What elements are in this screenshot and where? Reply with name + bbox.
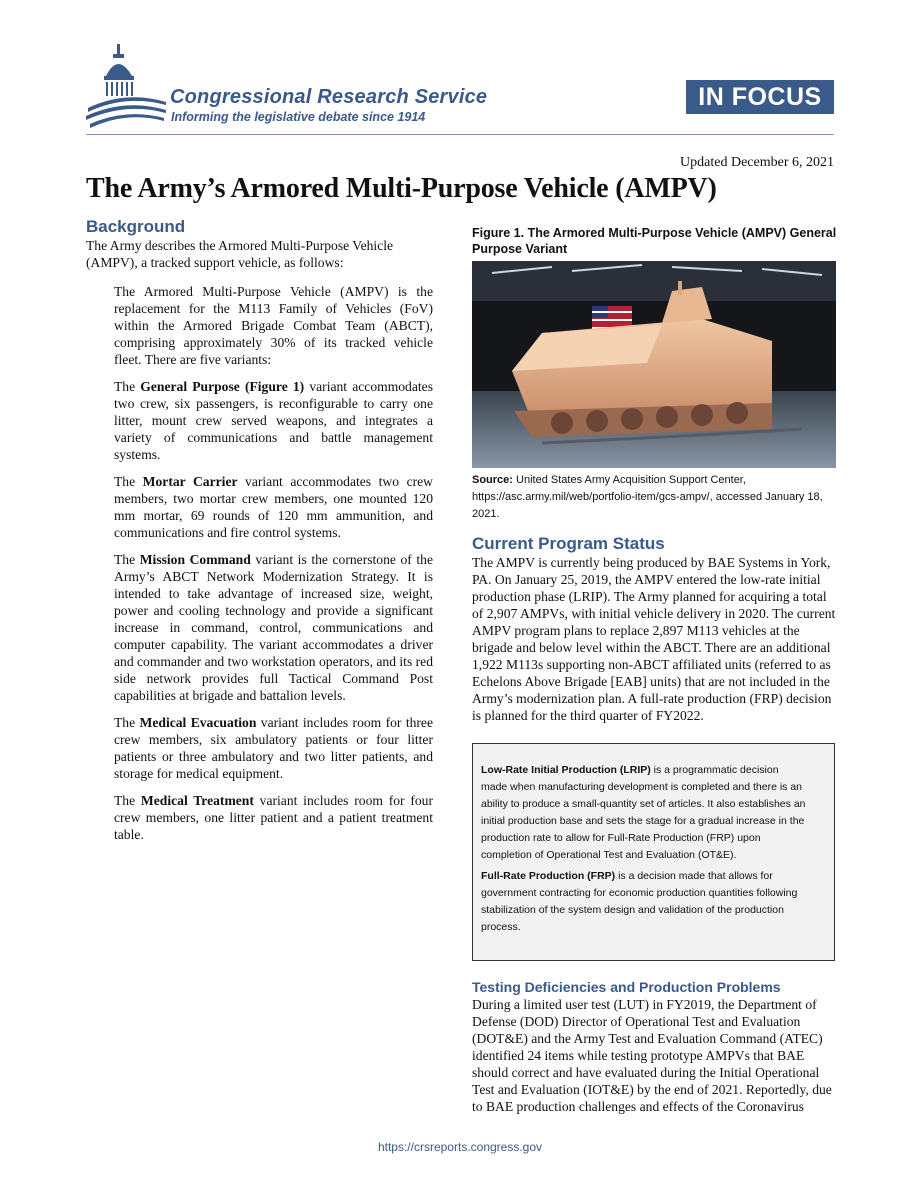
testing-heading: Testing Deficiencies and Production Problems <box>472 979 781 995</box>
crs-capitol-logo-icon <box>86 42 166 130</box>
frp-definition: Full-Rate Production (FRP) is a decision made that allows for government contracting for economic production quantities following stabilization of the system design and validation of the production process. <box>481 870 798 933</box>
variant-medical-evacuation: The Medical Evacuation variant includes room for three crew members, six ambulatory patients or four litter patients or three ambulatory and two litter patients, and storage for medical equipment. <box>114 715 433 781</box>
figure-caption: Figure 1. The Armored Multi-Purpose Vehicle (AMPV) General Purpose Variant <box>472 226 837 256</box>
org-tagline: Informing the legislative debate since 1914 <box>171 110 426 124</box>
lrip-definition: Low-Rate Initial Production (LRIP) is a programmatic decision made when manufacturing development is completed and there is an ability to produce a small-quantity set of articles. It also establishes an initial production base and sets the stage for a gradual increase in the production rate to allow for Full-Rate Production (FRP) upon completion of Operational Test and Evaluation (OT&E). <box>481 764 806 861</box>
testing-text: During a limited user test (LUT) in FY2019, the Department of Defense (DOD) Director of Operational Test and Evaluation (DOT&E) and the Army Test and Evaluation Command (ATEC) identified 24 items while testing prototype AMPVs that BAE should correct and have evaluated during the Initial Operational Test and Evaluation (IOT&E) by the end of 2021. Reportedly, due to BAE production challenges and effects of the Coronavirus <box>472 997 832 1114</box>
page-title: The Army’s Armored Multi-Purpose Vehicle (AMPV) <box>86 173 717 204</box>
quote-intro: The Armored Multi-Purpose Vehicle (AMPV) is the replacement for the M113 Family of Vehicles (FoV) within the Armored Brigade Combat Team (ABCT), comprising approximately 30% of its tracked vehicle fleet. There are five variants: <box>114 284 433 367</box>
variant-medical-treatment: The Medical Treatment variant includes room for four crew members, one litter patient and a patient treatment table. <box>114 793 433 842</box>
background-intro: The Army describes the Armored Multi-Purpose Vehicle (AMPV), a tracked support vehicle, as follows: <box>86 238 394 270</box>
header-divider <box>86 134 834 135</box>
variant-mortar-carrier: The Mortar Carrier variant accommodates two crew members, two mortar crew members, one mounted 120 mm mortar, 69 rounds of 120 mm ammunition, and communications and fire control systems. <box>114 474 433 540</box>
army-quote <box>114 283 433 843</box>
variant-mission-command: The Mission Command variant is the cornerstone of the Army’s ABCT Network Modernization Strategy. It is intended to take advantage of increased size, weight, power and cooling technology and provide a significant increase in command, control, communications and computer capability. The variant accommodates a driver and commander and two workstation operators, and its red side network provides full Tactical Command Post capabilities at brigade and battalion levels. <box>114 552 433 703</box>
definitions-box <box>472 743 835 961</box>
updated-date: Updated December 6, 2021 <box>680 155 834 170</box>
left-column <box>86 216 433 843</box>
ampv-vehicle-photo <box>472 261 836 468</box>
program-status-text: The AMPV is currently being produced by BAE Systems in York, PA. On January 25, 2019, the AMPV entered the low-rate initial production phase (LRIP). The Army planned for acquiring a total of 2,907 AMPVs, with initial vehicle delivery in 2020. The current AMPV program plans to replace 2,897 M113 vehicles at the brigade and below level within the ABCT. There are an additional 1,922 M113s supporting non-ABCT affiliated units (referred to as Echelons Above Brigade [EAB] units) that are not included in the Army’s modernization plan. A full-rate production (FRP) decision is planned for the third quarter of FY2022. <box>472 555 836 723</box>
background-heading: Background <box>86 217 186 236</box>
testing-section <box>472 978 837 1115</box>
org-name: Congressional Research Service <box>170 86 488 108</box>
in-focus-badge: IN FOCUS <box>686 80 834 114</box>
footer-url-link[interactable]: https://crsreports.congress.gov <box>377 1140 543 1154</box>
figure-source: Source: United States Army Acquisition Support Center, https://asc.army.mil/web/portfolio-item/gcs-ampv/, accessed January 18, 2021. <box>472 474 823 520</box>
variant-general-purpose: The General Purpose (Figure 1) variant accommodates two crew, six passengers, is reconfigurable to carry one litter, mount crew served weapons, and integrates a variety of communications and battle management systems. <box>114 379 433 462</box>
program-status-heading: Current Program Status <box>472 534 665 553</box>
right-column <box>472 225 837 724</box>
